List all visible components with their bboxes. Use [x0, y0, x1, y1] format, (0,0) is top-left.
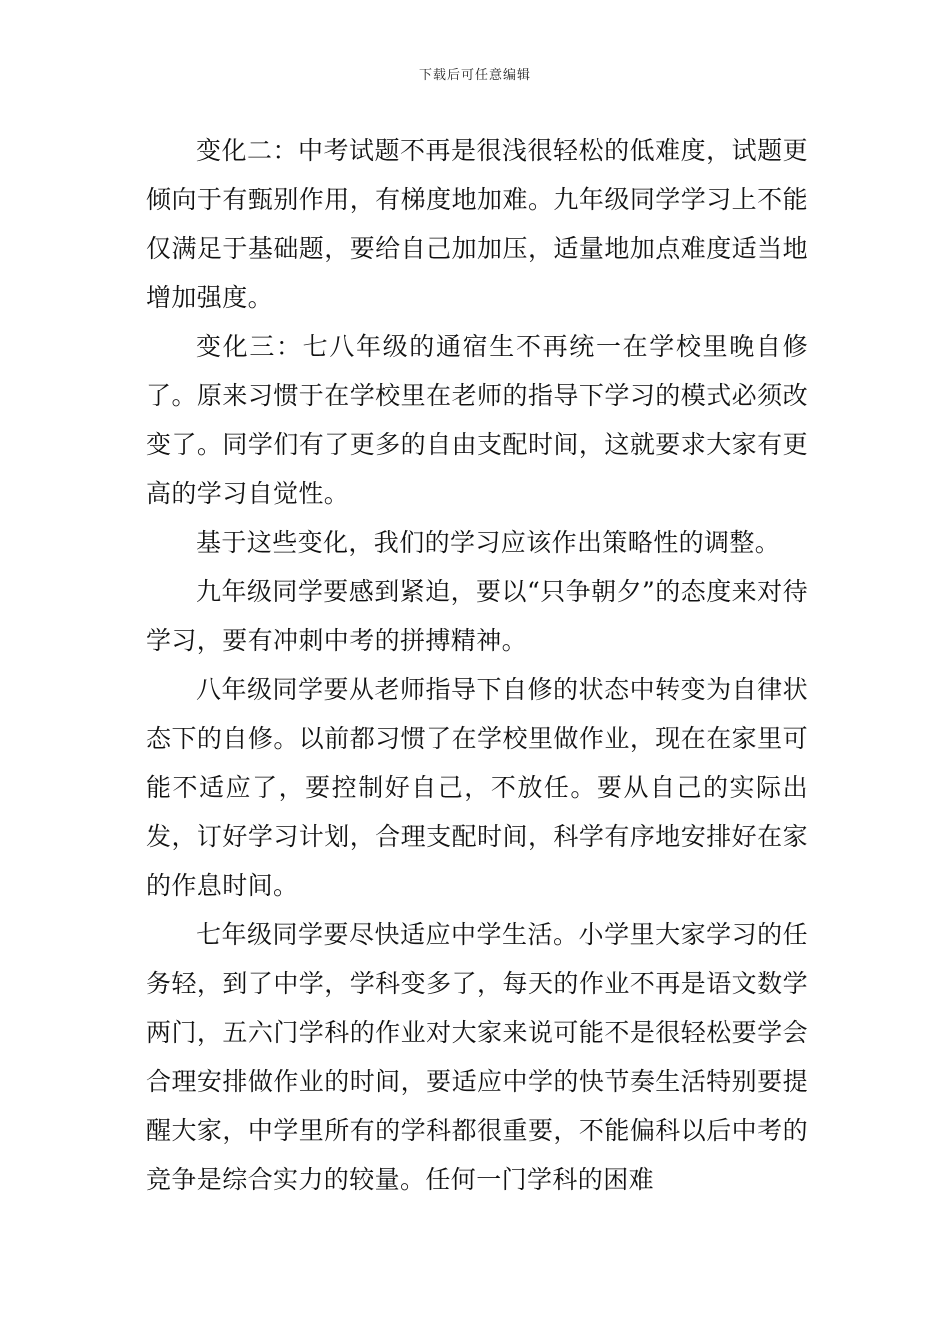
document-body [146, 126, 808, 1204]
paragraph-grade-seven: 七年级同学要尽快适应中学生活。小学里大家学习的任务轻，到了中学，学科变多了，每天的作业不再是语文数学两门，五六门学科的作业对大家来说可能不是很轻松要学会合理安排做作业的时间，要适应中学的快节奏生活特别要提醒大家，中学里所有的学科都很重要，不能偏科以后中考的竞争是综合实力的较量。任何一门学科的困难 [146, 920, 808, 1194]
paragraph-change-two: 变化二：中考试题不再是很浅很轻松的低难度，试题更倾向于有甄别作用，有梯度地加难。九年级同学学习上不能仅满足于基础题，要给自己加加压，适量地加点难度适当地增加强度。 [146, 136, 808, 312]
paragraph-strategy: 基于这些变化，我们的学习应该作出策略性的调整。 [196, 528, 781, 557]
paragraph-grade-nine: 九年级同学要感到紧迫，要以“只争朝夕”的态度来对待学习，要有冲刺中考的拼搏精神。 [146, 577, 808, 655]
paragraph-change-three: 变化三：七八年级的通宿生不再统一在学校里晚自修了。原来习惯于在学校里在老师的指导下学习的模式必须改变了。同学们有了更多的自由支配时间，这就要求大家有更高的学习自觉性。 [146, 332, 808, 508]
paragraph-grade-eight: 八年级同学要从老师指导下自修的状态中转变为自律状态下的自修。以前都习惯了在学校里做作业，现在在家里可能不适应了，要控制好自己，不放任。要从自己的实际出发，订好学习计划，合理支配时间，科学有序地安排好在家的作息时间。 [146, 675, 808, 900]
page-header: 下载后可任意编辑 [418, 68, 531, 83]
